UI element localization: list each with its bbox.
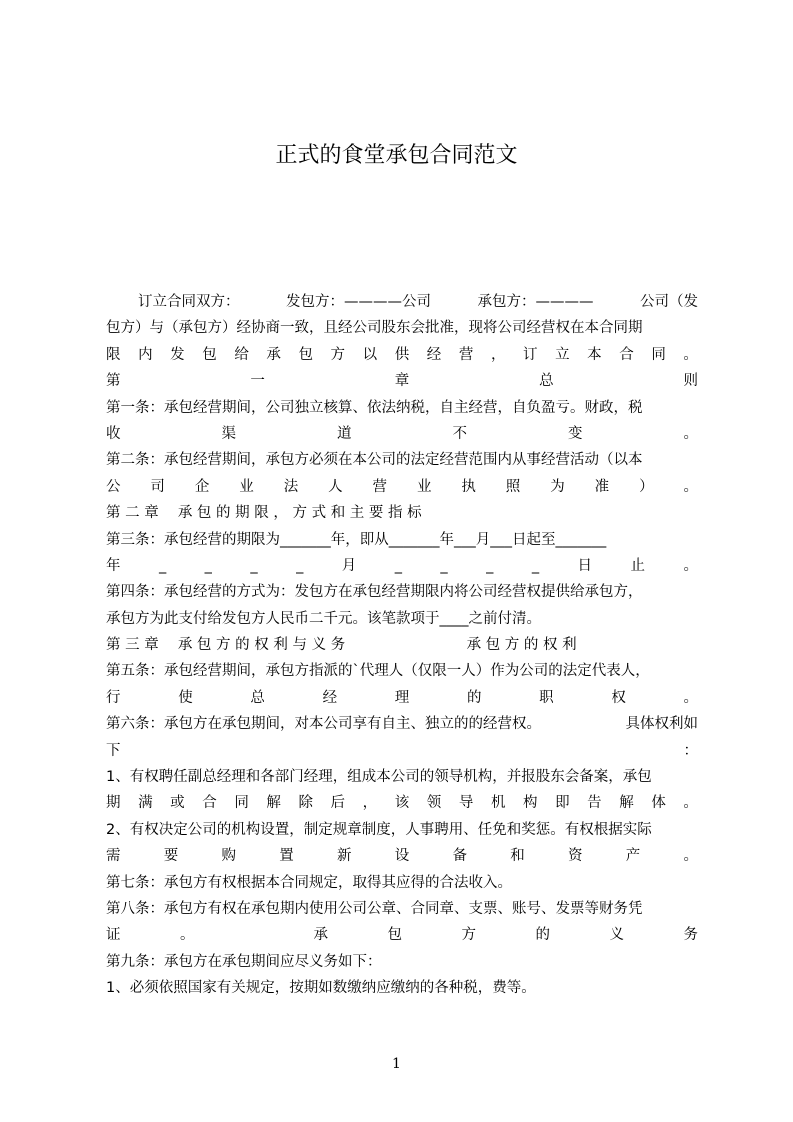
line-segment: 公司（发 [640, 294, 698, 310]
text-line [106, 395, 698, 421]
text-line [106, 738, 698, 764]
text-line [106, 447, 698, 473]
line-segment: 下 [106, 742, 121, 759]
line-text: 第四条：承包经营的方式为：发包方在承包经营期限内将公司经营权提供给承包方， [106, 584, 643, 601]
page-title: 正式的食堂承包合同范文 [275, 143, 518, 168]
line-char: 购 [221, 848, 236, 865]
text-line [106, 949, 698, 975]
line-segment: 方 [461, 927, 476, 944]
line-segment: _ [440, 557, 448, 574]
page-number: 1 [392, 1056, 401, 1072]
line-segment: 年 [106, 557, 121, 574]
line-char: 业 [416, 478, 432, 495]
line-char: 产 [625, 848, 641, 865]
line-char: 机 [490, 795, 506, 812]
line-text: 第八条：承包方有权在承包期内使用公司公章、合同章、支票、账号、发票等财务凭 [106, 900, 643, 917]
line-segment: 第六条：承包方在承包期间，对本公司享有自主、独立的的经营权。 [106, 716, 541, 733]
line-char: 司 [150, 478, 165, 495]
line-char: 变 [568, 425, 583, 442]
text-line [106, 896, 698, 922]
line-segment: 止 [630, 557, 645, 574]
line-char: 满 [138, 795, 153, 812]
line-char: 本 [587, 346, 602, 363]
line-text: 包方）与（承包方）经协商一致，且经公司股东会批准，现将公司经营权在本合同期 [106, 320, 643, 337]
line-segment: 一 [250, 373, 265, 390]
text-line [106, 685, 698, 711]
line-char: 。 [683, 425, 698, 442]
line-char: 新 [337, 848, 352, 865]
line-char: 营 [372, 478, 388, 495]
text-line [106, 527, 698, 553]
line-char: 为 [550, 478, 565, 495]
text-line [106, 790, 698, 816]
line-char: 限 [106, 346, 121, 363]
line-char: 体 [651, 795, 666, 812]
line-text: 第三条：承包经营的期限为_______年，即从_______年___月___日起至_______ [106, 531, 607, 548]
line-segment: 包 [387, 927, 402, 944]
line-char: ， [490, 346, 506, 363]
line-text: 第一条：承包经营期间，公司独立核算、依法纳税，自主经营，自负盈亏。财政，税 [106, 399, 643, 416]
text-line [106, 421, 698, 447]
line-char: 承 [266, 346, 281, 363]
text-line [106, 764, 698, 790]
line-char: 合 [202, 795, 217, 812]
line-segment: _ [531, 557, 540, 574]
line-segment: _ [250, 557, 258, 574]
line-char: 需 [106, 848, 121, 865]
text-line [106, 632, 698, 658]
line-segment: _ [296, 557, 304, 574]
line-segment: 则 [683, 373, 698, 390]
text-line [106, 500, 698, 526]
line-char: 包 [202, 346, 217, 363]
line-char: 告 [587, 795, 602, 812]
line-char: 供 [394, 346, 410, 363]
line-char: 解 [266, 795, 281, 812]
line-char: 期 [106, 795, 121, 812]
line-char: 后 [330, 795, 346, 812]
line-char: 营 [458, 346, 474, 363]
line-char: ， [362, 795, 378, 812]
contract-body [106, 289, 698, 1002]
line-segment: 发包方：————公司 [286, 294, 431, 310]
line-char: 不 [452, 425, 467, 442]
line-segment: _ [486, 557, 494, 574]
line-char: 和 [510, 848, 525, 865]
line-char: 企 [194, 478, 210, 495]
text-line [106, 870, 698, 896]
line-char: 职 [539, 689, 554, 706]
line-segment: 具体权利如 [625, 716, 698, 733]
line-char: 。 [683, 848, 698, 865]
line-char: 。 [683, 689, 698, 706]
line-text: 1、有权聘任副总经理和各部门经理，组成本公司的领导机构，并报股东会备案，承包 [106, 769, 652, 786]
line-char: 方 [330, 346, 346, 363]
line-segment: 承包方：———— [477, 294, 594, 310]
line-char: 或 [170, 795, 185, 812]
line-segment: 总 [539, 373, 554, 390]
line-char: 业 [239, 478, 254, 495]
line-text: 第七条：承包方有权根据本合同规定，取得其应得的合法收入。 [106, 874, 512, 891]
text-line [106, 658, 698, 684]
line-segment: 月 [341, 557, 357, 574]
line-char: 收 [106, 425, 121, 442]
line-text: 第九条：承包方在承包期间应尽义务如下： [106, 953, 382, 970]
line-char: 。 [683, 795, 698, 812]
line-segment: ： [683, 742, 698, 759]
line-segment: 证 [106, 927, 121, 944]
line-segment: 订立合同双方： [138, 294, 240, 310]
line-char: 立 [555, 346, 570, 363]
line-char: 内 [138, 346, 153, 363]
line-char: 。 [683, 346, 698, 363]
line-segment: 。 [683, 557, 698, 574]
line-char: 公 [106, 478, 121, 495]
line-char: 的 [466, 689, 482, 706]
line-segment: 承 包 方 的 权 利 [466, 637, 577, 654]
line-text: 第五条：承包经营期间，承包方指派的`代理人（仅限一人）作为公司的法定代表人， [106, 663, 650, 680]
line-char: 备 [452, 848, 467, 865]
line-char: 以 [362, 346, 378, 363]
line-char: 即 [555, 795, 570, 812]
line-segment: 第 三 章 承 包 方 的 权 利 与 义 务 [106, 637, 346, 654]
line-text: 第 二 章 承 包 的 期 限 ， 方 式 和 主 要 指 标 [106, 505, 422, 522]
line-char: 订 [523, 346, 538, 363]
line-char: 理 [394, 689, 410, 706]
line-segment: _ [158, 557, 167, 574]
line-char: 权 [611, 689, 626, 706]
text-line [106, 922, 698, 948]
line-char: 置 [279, 848, 294, 865]
line-segment: _ [394, 557, 402, 574]
line-char: 发 [170, 346, 185, 363]
text-line [106, 817, 698, 843]
line-char: 使 [178, 689, 193, 706]
line-char: 要 [163, 848, 179, 865]
line-char: 同 [651, 346, 666, 363]
line-segment: 。 [180, 927, 195, 944]
line-text: 2、有权决定公司的机构设置，制定规章制度，人事聘用、任免和奖惩。有权根据实际 [106, 821, 652, 838]
text-line [106, 368, 698, 394]
line-char: 构 [523, 795, 538, 812]
text-line [106, 315, 698, 341]
line-segment: 的 [535, 927, 550, 944]
line-char: 经 [322, 689, 338, 706]
line-segment: 务 [683, 927, 698, 944]
text-line [106, 474, 698, 500]
line-segment: 第 [106, 373, 121, 390]
line-text: 承包方为此支付给发包方人民币二千元。该笔款项于____之前付清。 [106, 610, 541, 627]
line-segment: 义 [609, 927, 624, 944]
line-char: 道 [337, 425, 352, 442]
line-char: 资 [568, 848, 583, 865]
line-segment: 日 [577, 557, 593, 574]
line-char: 人 [328, 478, 343, 495]
line-segment: 章 [394, 373, 410, 390]
line-char: 设 [394, 848, 410, 865]
text-line [106, 843, 698, 869]
line-char: 总 [250, 689, 265, 706]
line-char: 除 [298, 795, 313, 812]
line-segment: _ [204, 557, 212, 574]
line-segment: 承 [313, 927, 328, 944]
text-line [106, 711, 698, 737]
line-text: 1、必须依照国家有关规定，按期如数缴纳应缴纳的各种税，费等。 [106, 980, 536, 997]
line-char: 渠 [221, 425, 236, 442]
line-char: 同 [234, 795, 249, 812]
line-char: 行 [106, 689, 121, 706]
line-char: 给 [234, 346, 249, 363]
text-line [106, 606, 698, 632]
text-line [106, 975, 698, 1001]
line-char: ） [639, 478, 654, 495]
text-line [106, 553, 698, 579]
text-line [106, 579, 698, 605]
line-char: 经 [426, 346, 442, 363]
line-char: 准 [594, 478, 610, 495]
line-char: 。 [683, 478, 698, 495]
line-char: 照 [505, 478, 521, 495]
line-char: 执 [461, 478, 476, 495]
text-line [106, 342, 698, 368]
line-char: 解 [619, 795, 634, 812]
line-char: 合 [619, 346, 634, 363]
line-char: 导 [458, 795, 474, 812]
line-text: 第二条：承包经营期间，承包方必须在本公司的法定经营范围内从事经营活动（以本 [106, 452, 643, 469]
line-char: 该 [394, 795, 410, 812]
line-char: 包 [298, 346, 313, 363]
text-line [106, 289, 698, 315]
line-char: 领 [426, 795, 442, 812]
line-char: 法 [283, 478, 299, 495]
